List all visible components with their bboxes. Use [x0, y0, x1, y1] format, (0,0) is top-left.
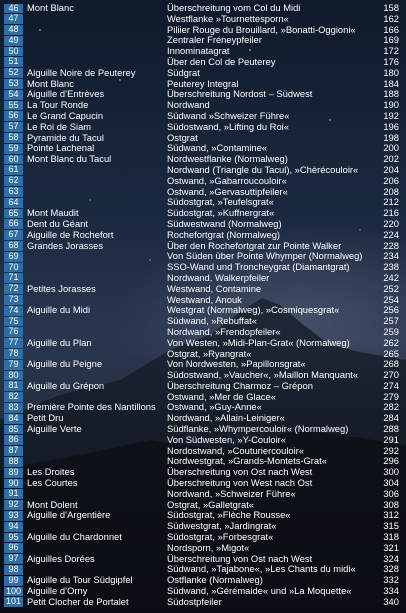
list-item: [0, 554, 406, 565]
route-name: Westwand, Contamine: [167, 283, 262, 294]
list-item: [0, 446, 406, 457]
peak-name: Petit Clocher de Portalet: [27, 596, 129, 607]
list-item: [0, 500, 406, 511]
route-number-badge: 87: [4, 446, 23, 456]
route-number-badge: 85: [4, 425, 23, 435]
route-name: Südwand »Schweizer Führe«: [167, 110, 290, 121]
route-name: Südostwand, »Lifting du Roi«: [167, 121, 289, 132]
list-item: [0, 327, 406, 338]
list-item: [0, 597, 406, 608]
route-name: Überschreitung Nordost – Südwest: [167, 89, 313, 100]
list-item: [0, 273, 406, 284]
route-name: Von Südwesten, »Y-Couloir«: [167, 434, 287, 445]
list-item: [0, 79, 406, 90]
page-number: 334: [383, 585, 399, 597]
peak-name: Pointe Lachenal: [27, 143, 95, 154]
page-number: 242: [383, 271, 399, 283]
list-item: [0, 122, 406, 133]
list-item: [0, 381, 406, 392]
page-number: 204: [383, 163, 399, 175]
list-item: [0, 305, 406, 316]
route-number-badge: 95: [4, 533, 23, 543]
route-number-badge: 55: [4, 101, 23, 111]
list-item: [0, 241, 406, 252]
route-number-badge: 93: [4, 511, 23, 521]
list-item: [0, 359, 406, 370]
route-name: Südwestwand (Normalweg): [167, 218, 282, 229]
list-item: [0, 413, 406, 424]
route-name: Überschreitung Charmoz – Grépon: [167, 380, 313, 391]
list-item: [0, 100, 406, 111]
peak-name: Aiguille du Peigne: [27, 359, 103, 370]
route-name: Nordwestgrat, »Grands-Montets-Grat«: [167, 456, 327, 467]
route-name: Nordwestflanke (Normalweg): [167, 154, 288, 165]
route-number-badge: 81: [4, 381, 23, 391]
list-item: [0, 456, 406, 467]
route-name: Ostgrat, »Ryangrat«: [167, 348, 252, 359]
route-name: Nordwand: [167, 100, 210, 111]
route-number-badge: 51: [4, 57, 23, 67]
route-number-badge: 82: [4, 392, 23, 402]
page-number: 262: [383, 336, 399, 348]
list-item: [0, 219, 406, 230]
route-number-badge: 56: [4, 111, 23, 121]
list-item: [0, 187, 406, 198]
route-number-badge: 70: [4, 263, 23, 273]
list-item: [0, 111, 406, 122]
route-number-badge: 67: [4, 230, 23, 240]
route-number-badge: 58: [4, 133, 23, 143]
route-number-badge: 69: [4, 252, 23, 262]
page-number: 284: [383, 412, 399, 424]
page-number: 308: [383, 498, 399, 510]
list-item: [0, 89, 406, 100]
route-number-badge: 88: [4, 457, 23, 467]
route-name: Südostgrat, »Flèche Rousse«: [167, 510, 291, 521]
page-number: 238: [383, 261, 399, 273]
page-number: 192: [383, 109, 399, 121]
route-number-badge: 46: [4, 4, 23, 14]
route-number-badge: 64: [4, 198, 23, 208]
route-number-badge: 49: [4, 36, 23, 46]
route-name: Von Nordwesten, »Papillonsgrat«: [167, 359, 306, 370]
route-number-badge: 78: [4, 349, 23, 359]
page-number: 328: [383, 563, 399, 575]
page-number: 270: [383, 369, 399, 381]
page-number: 202: [383, 153, 399, 165]
page-number: 257: [383, 315, 399, 327]
page-number: 268: [383, 358, 399, 370]
route-name: Überschreitung von Ost nach West: [167, 553, 313, 564]
route-number-badge: 74: [4, 306, 23, 316]
page-number: 306: [383, 487, 399, 499]
route-number-badge: 91: [4, 489, 23, 499]
peak-name: Les Courtes: [27, 478, 78, 489]
list-item: [0, 25, 406, 36]
route-number-badge: 66: [4, 219, 23, 229]
list-item: [0, 35, 406, 46]
list-item: [0, 532, 406, 543]
route-number-badge: 60: [4, 155, 23, 165]
list-item: [0, 143, 406, 154]
route-number-badge: 73: [4, 295, 23, 305]
route-number-badge: 50: [4, 47, 23, 57]
page-number: 172: [383, 45, 399, 57]
route-name: Nordwand, Walkerpfeiler: [167, 272, 270, 283]
list-item: [0, 543, 406, 554]
route-number-badge: 61: [4, 165, 23, 175]
route-number-badge: 71: [4, 273, 23, 283]
route-name: Südostgrat, »Forbesgrat«: [167, 532, 274, 543]
route-number-badge: 77: [4, 338, 23, 348]
route-list: [0, 3, 406, 608]
route-number-badge: 62: [4, 176, 23, 186]
route-number-badge: 52: [4, 68, 23, 78]
peak-name: Mont Blanc: [27, 3, 74, 13]
peak-name: Dent du Géant: [27, 218, 88, 229]
page-number: 176: [383, 55, 399, 67]
peak-name: Aiguille Verte: [27, 424, 82, 435]
route-number-badge: 53: [4, 79, 23, 89]
route-number-badge: 98: [4, 565, 23, 575]
peak-name: Aiguille de Rochefort: [27, 229, 114, 240]
list-item: [0, 370, 406, 381]
route-name: Südflanke, »Whympercouloir« (Normalweg): [167, 424, 349, 435]
route-name: Südostpfeiler: [167, 596, 222, 607]
route-number-badge: 65: [4, 209, 23, 219]
route-name: Nordwand (Triangle du Tacul), »Chèrécouloir«: [167, 164, 359, 175]
list-item: [0, 165, 406, 176]
page-number: 184: [383, 77, 399, 89]
route-number-badge: 101: [5, 596, 22, 607]
list-item: [0, 133, 406, 144]
route-number-badge: 54: [4, 90, 23, 100]
peak-name: Aiguille d’Orny: [27, 586, 88, 597]
list-item: [0, 424, 406, 435]
route-name: Südwand, »Gérémaide« und »La Moquette«: [167, 586, 352, 597]
route-name: Westflanke »Tournettesporn«: [167, 13, 289, 24]
list-item: [0, 435, 406, 446]
peak-name: Mont Maudit: [27, 208, 79, 219]
route-name: Ostwand, »Gervasuttipfeiler«: [167, 186, 288, 197]
peak-name: Aiguille du Tour Südgipfel: [27, 575, 133, 586]
route-name: Südwand, »Rebuffat«: [167, 316, 258, 327]
page-number: 216: [383, 207, 399, 219]
peak-name: Aiguille Noire de Peuterey: [27, 67, 136, 78]
peak-name: Aiguilles Dorées: [27, 553, 95, 564]
list-item: [0, 349, 406, 360]
page-number: 318: [383, 531, 399, 543]
page-number: 300: [383, 466, 399, 478]
route-number-badge: 100: [5, 585, 22, 596]
peak-name: Aiguille du Plan: [27, 337, 92, 348]
peak-name: Le Roi de Siam: [27, 121, 92, 132]
page-number: 292: [383, 444, 399, 456]
page-number: 224: [383, 228, 399, 240]
route-name: Südwand, »Tajabone«, »Les Chants du midi«: [167, 564, 356, 575]
page-number: 220: [383, 217, 399, 229]
route-number-badge: 99: [4, 576, 23, 586]
page-number: 254: [383, 293, 399, 305]
peak-name: Grandes Jorasses: [27, 240, 104, 251]
route-name: Ostflanke (Normalweg): [167, 575, 263, 586]
list-item: [0, 251, 406, 262]
route-number-badge: 72: [4, 284, 23, 294]
peak-name: Aiguille du Midi: [27, 305, 91, 316]
page-number: 312: [383, 509, 399, 521]
page-number: 180: [383, 66, 399, 78]
list-item: [0, 14, 406, 25]
page-number: 158: [383, 2, 399, 13]
route-name: Ostgrat: [167, 132, 198, 143]
route-name: Ostwand, »Guy-Anne«: [167, 402, 262, 413]
peak-name: Mont Blanc: [27, 78, 74, 89]
list-item: [0, 176, 406, 187]
peak-name: La Tour Ronde: [27, 100, 89, 111]
route-name: Nordwand, »Frendopfeiler«: [167, 326, 281, 337]
list-item: [0, 575, 406, 586]
page-number: 291: [383, 433, 399, 445]
list-item: [0, 510, 406, 521]
list-item: [0, 478, 406, 489]
route-number-badge: 48: [4, 25, 23, 35]
route-name: Nordsporn, »Migot«: [167, 542, 250, 553]
route-number-badge: 97: [4, 554, 23, 564]
route-name: Überschreitung vom Col du Midi: [167, 3, 301, 13]
route-number-badge: 94: [4, 522, 23, 532]
route-name: Nordostwand, »Couturiercouloir«: [167, 445, 305, 456]
list-item: [0, 489, 406, 500]
route-number-badge: 80: [4, 371, 23, 381]
peak-name: Aiguille d’Argentière: [27, 510, 111, 521]
page-number: 228: [383, 239, 399, 251]
page-number: 321: [383, 541, 399, 553]
list-item: [0, 46, 406, 57]
route-name: Südostwand, »Vaucher«, »Maillon Manquant«: [167, 370, 359, 381]
route-name: Überschreitung von Ost nach West: [167, 467, 313, 478]
route-name: Von Westen, »Midi-Plan-Grat« (Normalweg): [167, 337, 350, 348]
route-name: Überschreitung von West nach Ost: [167, 478, 313, 489]
page-number: 274: [383, 379, 399, 391]
route-name: Westwand, Anouk: [167, 294, 242, 305]
peak-name: Les Droites: [27, 467, 75, 478]
page-number: 340: [383, 595, 399, 607]
route-name: Peuterey Integral: [167, 78, 239, 89]
peak-name: Première Pointe des Nantillons: [27, 402, 156, 413]
list-item: [0, 338, 406, 349]
route-name: Piliier Rouge du Brouillard, »Bonatti-Oggioni«: [167, 24, 356, 35]
route-name: Südostgrat, »Kuffnergrat«: [167, 208, 275, 219]
page-number: 288: [383, 423, 399, 435]
route-name: Über den Rochefortgrat zur Pointe Walker: [167, 240, 342, 251]
page-number: 162: [383, 12, 399, 24]
peak-name: Mont Dolent: [27, 499, 78, 510]
list-item: [0, 284, 406, 295]
route-name: Ostgrat, »Galletgrat«: [167, 499, 255, 510]
peak-name: Le Grand Capucin: [27, 110, 104, 121]
peak-name: Petit Dru: [27, 413, 64, 424]
route-number-badge: 76: [4, 327, 23, 337]
list-item: [0, 564, 406, 575]
page-number: 208: [383, 185, 399, 197]
route-name: Südgrat: [167, 67, 200, 78]
route-number-badge: 47: [4, 14, 23, 24]
route-name: Ostwand, »Gabarroucouloir«: [167, 175, 287, 186]
page-number: 332: [383, 574, 399, 586]
route-name: Von Süden über Pointe Whymper (Normalweg): [167, 251, 363, 262]
page-number: 198: [383, 131, 399, 143]
list-item: [0, 208, 406, 219]
route-name: Nordwand, »Schweizer Führe«: [167, 488, 296, 499]
route-name: Westgrat (Normalweg), »Cosmiquesgrat«: [167, 305, 340, 316]
list-item: [0, 154, 406, 165]
page-number: 196: [383, 120, 399, 132]
route-name: Südwestgrat, »Jardingrat«: [167, 521, 277, 532]
list-item: [0, 521, 406, 532]
page-number: 259: [383, 325, 399, 337]
page-number: 206: [383, 174, 399, 186]
list-item: [0, 295, 406, 306]
route-number-badge: 96: [4, 543, 23, 553]
list-item: [0, 197, 406, 208]
page-number: 265: [383, 347, 399, 359]
peak-name: Aiguille du Chardonnet: [27, 532, 122, 543]
peak-name: Petites Jorasses: [27, 283, 96, 294]
route-name: SSO-Wand und Troncheygrat (Diamantgrat): [167, 262, 350, 273]
route-number-badge: 59: [4, 144, 23, 154]
page-number: 188: [383, 88, 399, 100]
route-name: Zentraler Fréneypfeiler: [167, 35, 262, 46]
page-number: 200: [383, 142, 399, 154]
page-number: 169: [383, 34, 399, 46]
list-item: [0, 262, 406, 273]
page-number: 296: [383, 455, 399, 467]
route-number-badge: 68: [4, 241, 23, 251]
peak-name: Aiguille du Grépon: [27, 380, 105, 391]
route-name: Rochefortgrat (Normalweg): [167, 229, 281, 240]
route-number-badge: 79: [4, 360, 23, 370]
page-number: 304: [383, 477, 399, 489]
peak-name: Mont Blanc du Tacul: [27, 154, 112, 165]
list-item: [0, 230, 406, 241]
route-name: Südwand, »Contamine«: [167, 143, 268, 154]
page-number: 190: [383, 99, 399, 111]
route-number-badge: 89: [4, 468, 23, 478]
route-number-badge: 84: [4, 414, 23, 424]
list-item: [0, 68, 406, 79]
peak-name: Pyramide du Tacul: [27, 132, 104, 143]
list-item: [0, 402, 406, 413]
route-number-badge: 75: [4, 317, 23, 327]
page-number: 279: [383, 390, 399, 402]
list-item: [0, 586, 406, 597]
route-number-badge: 57: [4, 122, 23, 132]
page-number: 234: [383, 250, 399, 262]
list-item: [0, 392, 406, 403]
list-item: [0, 3, 406, 14]
route-number-badge: 90: [4, 479, 23, 489]
page-number: 315: [383, 520, 399, 532]
route-number-badge: 86: [4, 435, 23, 445]
route-name: Über den Col de Peuterey: [167, 56, 276, 67]
peak-name: Aiguille d’Entrèves: [27, 89, 105, 100]
route-name: Südostgrat, »Teufelsgrat«: [167, 197, 274, 208]
list-item: [0, 467, 406, 478]
page-number: 324: [383, 552, 399, 564]
page-number: 256: [383, 304, 399, 316]
route-name: Innominatagrat: [167, 46, 230, 57]
route-name: Nordwand, »Allain-Leiniger«: [167, 413, 285, 424]
page-number: 252: [383, 282, 399, 294]
page-number: 212: [383, 196, 399, 208]
page-number: 166: [383, 23, 399, 35]
list-item: [0, 57, 406, 68]
route-number-badge: 63: [4, 187, 23, 197]
route-number-badge: 83: [4, 403, 23, 413]
page-number: 282: [383, 401, 399, 413]
list-item: [0, 316, 406, 327]
route-name: Ostwand, »Mer de Glace«: [167, 391, 276, 402]
route-number-badge: 92: [4, 500, 23, 510]
